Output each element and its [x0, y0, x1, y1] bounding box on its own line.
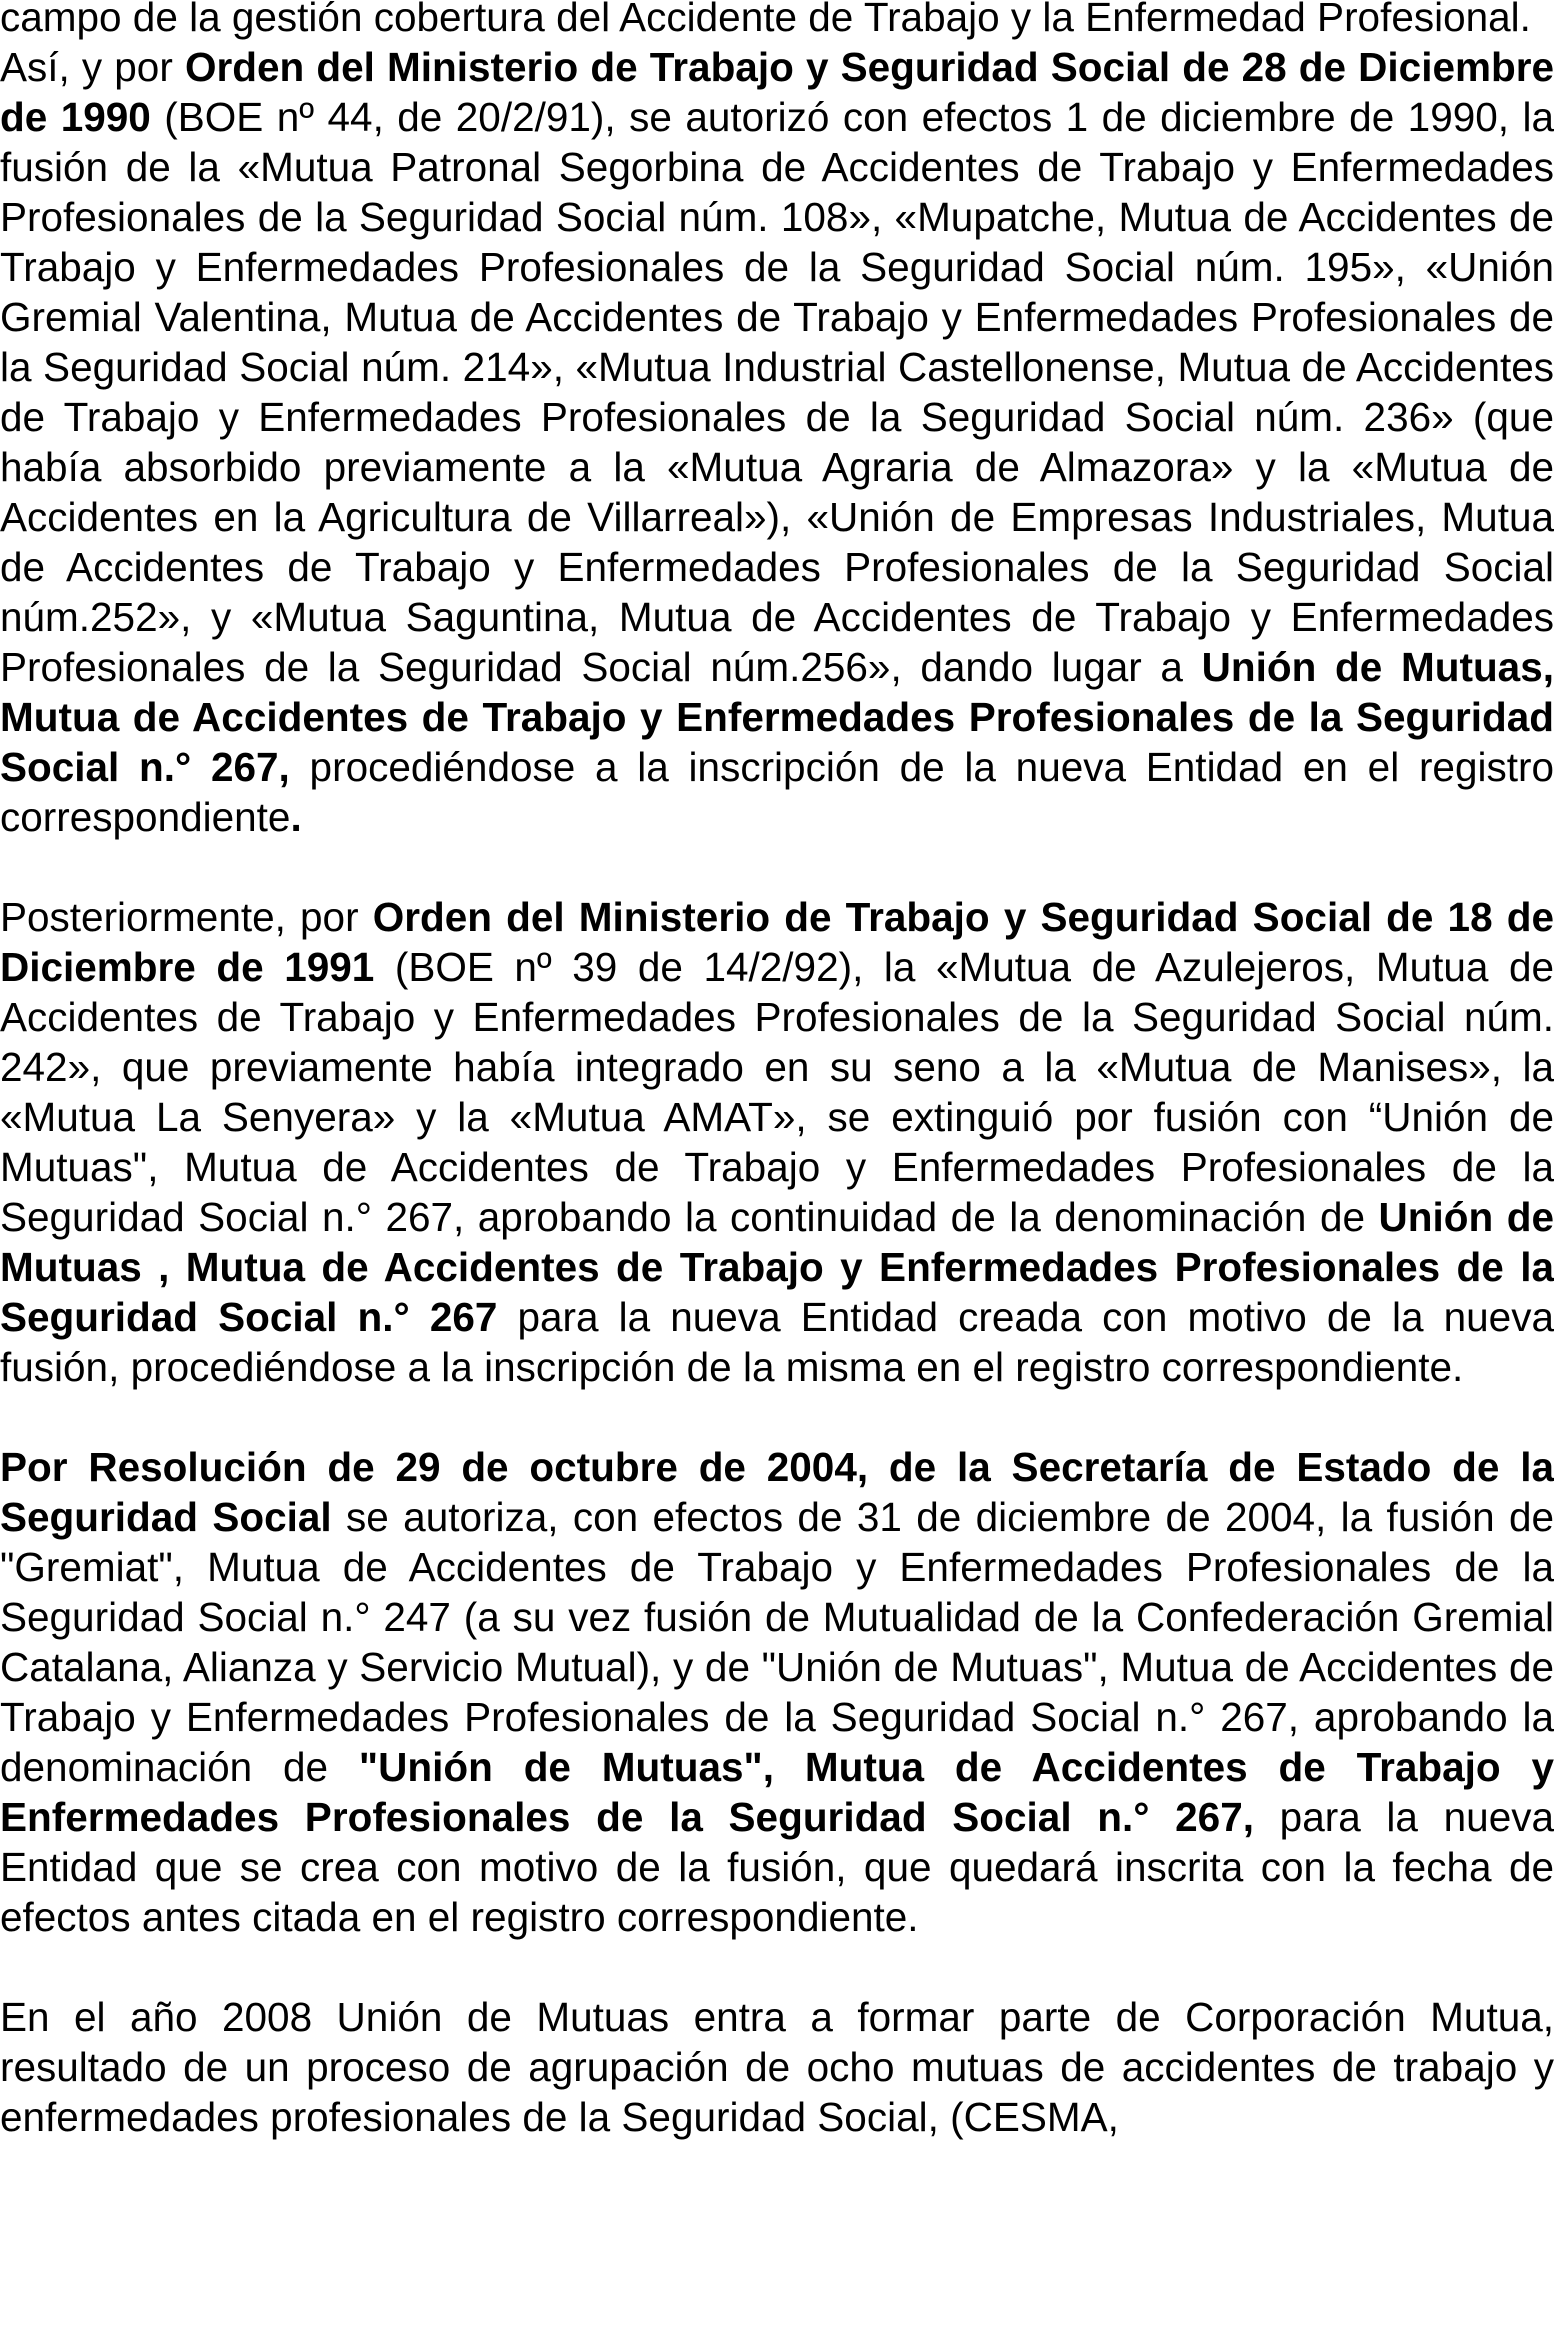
bold-text-segment: Unión de Mutuas, Mutua de Accidentes de Trabajo y Enfermedades Profesionales de la Seguridad Social n.° 267,: [0, 644, 1554, 790]
text-segment: campo de la gestión cobertura del Accidente de Trabajo y la Enfermedad Profesional.: [0, 0, 1531, 40]
paragraph-intro-continued: [0, 0, 1554, 42]
text-segment: En el año 2008 Unión de Mutuas entra a formar parte de Corporación Mutua, resultado de un proceso de agrupación de ocho mutuas de accidentes de trabajo y enfermedades profesionales de la Seguridad Social, (CESMA,: [0, 1994, 1554, 2140]
paragraph-2008-corporacion: [0, 1992, 1554, 2142]
text-segment: Así, y por: [0, 44, 185, 90]
bold-text-segment: .: [290, 794, 302, 840]
text-segment: procediéndose a la inscripción de la nueva Entidad en el registro correspondiente: [0, 744, 1554, 840]
bold-text-segment: Unión de Mutuas , Mutua de Accidentes de Trabajo y Enfermedades Profesionales de la Seguridad Social n.° 267: [0, 1194, 1554, 1340]
text-segment: se autoriza, con efectos de 31 de diciembre de 2004, la fusión de "Gremiat", Mutua de Accidentes de Trabajo y Enfermedades Profesionales de la Seguridad Social n.° 247 (a su vez fusión de Mutualidad de la Confederación Gremial Catalana, Alianza y Servicio Mutual), y de "Unión de Mutuas", Mutua de Accidentes de Trabajo y Enfermedades Profesionales de la Seguridad Social n.° 267, aprobando la denominación de: [0, 1494, 1554, 1790]
text-segment: (BOE nº 39 de 14/2/92), la «Mutua de Azulejeros, Mutua de Accidentes de Trabajo y Enfermedades Profesionales de la Seguridad Social núm. 242», que previamente había integrado en su seno a la «Mutua de Manises», la «Mutua La Senyera» y la «Mutua AMAT», se extinguió por fusión con “Unión de Mutuas", Mutua de Accidentes de Trabajo y Enfermedades Profesionales de la Seguridad Social n.° 267, aprobando la continuidad de la denominación de: [0, 944, 1554, 1240]
bold-text-segment: "Unión de Mutuas", Mutua de Accidentes de Trabajo y Enfermedades Profesionales de la Seguridad Social n.° 267,: [0, 1744, 1554, 1840]
bold-text-segment: Orden del Ministerio de Trabajo y Seguridad Social de 18 de Diciembre de 1991: [0, 894, 1554, 990]
text-segment: para la nueva Entidad creada con motivo de la nueva fusión, procediéndose a la inscripción de la misma en el registro correspondiente.: [0, 1294, 1554, 1390]
paragraph-spacer: [0, 842, 1554, 892]
text-segment: Posteriormente, por: [0, 894, 373, 940]
text-segment: para la nueva Entidad que se crea con motivo de la fusión, que quedará inscrita con la fecha de efectos antes citada en el registro correspondiente.: [0, 1794, 1554, 1940]
text-segment: (BOE nº 44, de 20/2/91), se autorizó con efectos 1 de diciembre de 1990, la fusión de la «Mutua Patronal Segorbina de Accidentes de Trabajo y Enfermedades Profesionales de la Seguridad Social núm. 108», «Mupatche, Mutua de Accidentes de Trabajo y Enfermedades Profesionales de la Seguridad Social núm. 195», «Unión Gremial Valentina, Mutua de Accidentes de Trabajo y Enfermedades Profesionales de la Seguridad Social núm. 214», «Mutua Industrial Castellonense, Mutua de Accidentes de Trabajo y Enfermedades Profesionales de la Seguridad Social núm. 236» (que había absorbido previamente a la «Mutua Agraria de Almazora» y la «Mutua de Accidentes en la Agricultura de Villarreal»), «Unión de Empresas Industriales, Mutua de Accidentes de Trabajo y Enfermedades Profesionales de la Seguridad Social núm.252», y «Mutua Saguntina, Mutua de Accidentes de Trabajo y Enfermedades Profesionales de la Seguridad Social núm.256», dando lugar a: [0, 94, 1554, 690]
bold-text-segment: Orden del Ministerio de Trabajo y Seguridad Social de 28 de Diciembre de 1990: [0, 44, 1554, 140]
paragraph-orden-1990: [0, 42, 1554, 842]
paragraph-spacer: [0, 1942, 1554, 1992]
paragraph-resolucion-2004: [0, 1442, 1554, 1942]
paragraph-orden-1991: [0, 892, 1554, 1392]
paragraph-spacer: [0, 1392, 1554, 1442]
bold-text-segment: Por Resolución de 29 de octubre de 2004, de la Secretaría de Estado de la Seguridad Social: [0, 1444, 1554, 1540]
